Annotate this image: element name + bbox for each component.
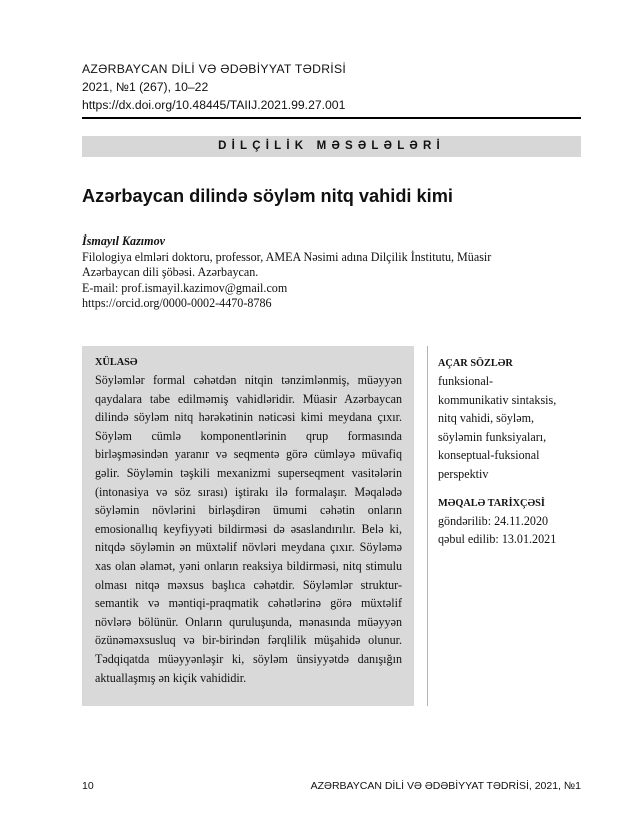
page-number: 10 (82, 780, 94, 792)
sidebar-divider (427, 346, 428, 706)
abstract-heading: XÜLASƏ (95, 357, 138, 368)
history-section (438, 496, 588, 549)
abstract-text: Söyləmlər formal cəhətdən nitqin tənzimlənmiş, müəyyən qaydalara tabe edilməmiş vahidləridir. Müasir Azərbaycan dilində söyləm nitq hərəkətinin nəticəsi kimi meydana çıxır. Söyləm cümlə komponentlərinin qrup formasında birləşməsindən yaranır və seqmentə görə cümləyə müvafiq gəlir. Söyləmin təşkili mexanizmi superseqment vasitələrin (intonasiya və söz sırası) iştirakı ilə formalaşır. Məqalədə söyləmin növlərini birləşdirən ümumi cəhətin onların emosionallıq keyfiyyəti bildirməsi də əsaslandırılır. Belə ki, nitqdə söyləmin ən müxtəlif növləri meydana çıxır. Söyləmə xas olan əlamət, yəni onların reaksiya bildirməsi, nitq stimulu olması nitqə məxsus başlıca cəhətdir. Söyləmlər struktur-semantik və məntiqi-praqmatik cəhətlərinə görə müxtəlif növlərə bölünür. Onların quruluşunda, mənasında müəyyən özünəməxsusluq və bir-birindən fərqlilik müşahidə olunur. Tədqiqatda müəyyənləşir ki, söyləm ünsiyyətdə danışığın aktuallaşmış ən kiçik vahididir. (95, 373, 402, 685)
author-orcid[interactable]: https://orcid.org/0000-0002-4470-8786 (82, 296, 272, 311)
history-heading: MƏQALƏ TARİXÇƏSİ (438, 497, 545, 509)
footer-journal: AZƏRBAYCAN DİLİ VƏ ƏDƏBİYYAT TƏDRİSİ, 2021, №1 (310, 780, 581, 792)
journal-name: AZƏRBAYCAN DİLİ VƏ ƏDƏBİYYAT TƏDRİSİ (82, 62, 347, 76)
keyword-line: nitq vahidi, söyləm, (438, 411, 535, 426)
issue-info: 2021, №1 (267), 10–22 (82, 80, 209, 94)
doi-link[interactable]: https://dx.doi.org/10.48445/TAIIJ.2021.99.27.001 (82, 98, 346, 112)
keyword-line: konseptual-fuksional (438, 448, 540, 463)
header-rule (82, 117, 581, 119)
keywords-heading: AÇAR SÖZLƏR (438, 358, 513, 369)
author-email[interactable]: E-mail: prof.ismayil.kazimov@gmail.com (82, 280, 288, 295)
keywords-section (438, 356, 588, 484)
author-affiliation-cont: Azərbaycan dili şöbəsi. Azərbaycan. (82, 265, 259, 280)
keyword-line: funksional- (438, 374, 494, 388)
author-name: İsmayıl Kazımov (82, 234, 165, 248)
accepted-date: qəbul edilib: 13.01.2021 (438, 532, 557, 547)
author-affiliation: Filologiya elmləri doktoru, professor, AMEA Nəsimi adına Dilçilik İnstitutu, Müasir (82, 249, 492, 264)
submitted-date: göndərilib: 24.11.2020 (438, 513, 549, 528)
keyword-line: perspektiv (438, 466, 489, 481)
article-title: Azərbaycan dilində söyləm nitq vahidi kimi (82, 186, 453, 206)
section-banner: DİLÇİLİK MƏSƏLƏLƏRİ (82, 136, 581, 157)
keyword-line: kommunikativ sintaksis, (438, 392, 557, 407)
keyword-line: söyləmin funksiyaları, (438, 429, 547, 444)
author-block (82, 234, 582, 312)
article-sidebar (438, 356, 588, 549)
abstract-box (82, 346, 414, 706)
journal-header (82, 60, 582, 114)
